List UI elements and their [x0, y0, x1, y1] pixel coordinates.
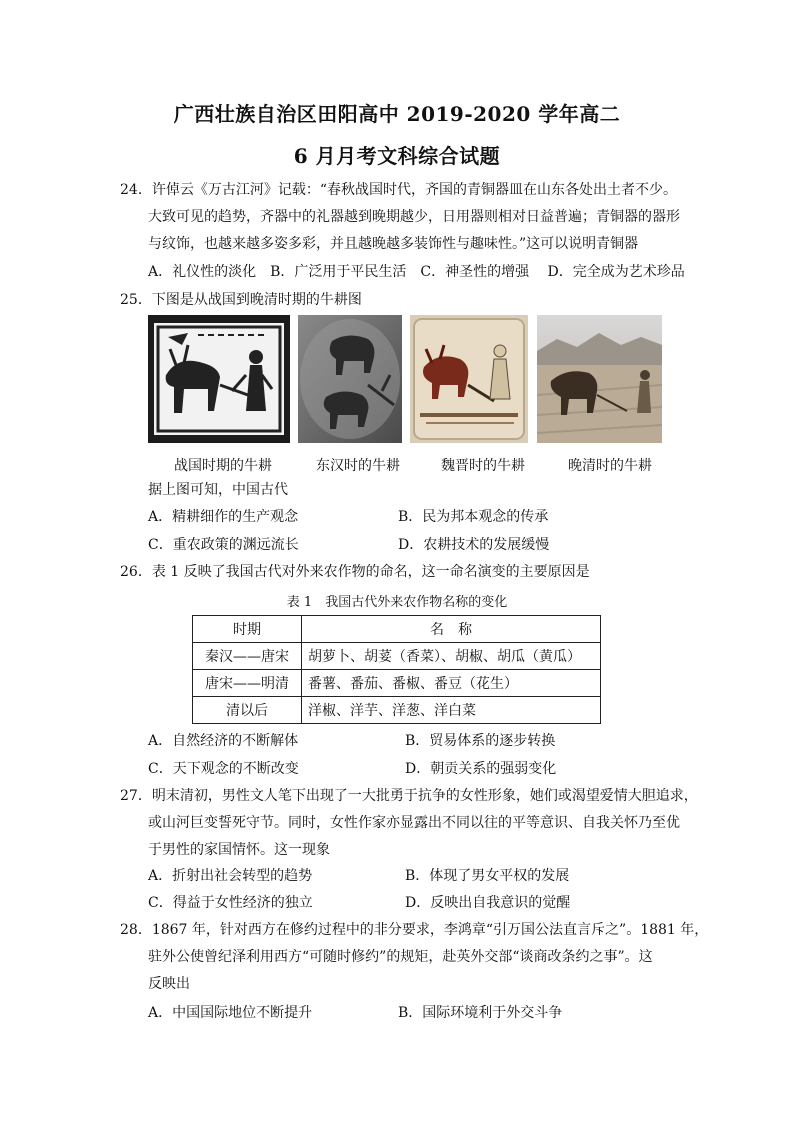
q26-option-d: D．朝贡关系的强弱变化 [405, 761, 557, 777]
warring-states-plowing-image [148, 315, 290, 443]
table-row [193, 670, 601, 697]
table-cell-period: 秦汉——唐宋 [193, 643, 302, 670]
q27-option-a: A．折射出社会转型的趋势 [148, 868, 313, 884]
q27-option-c: C．得益于女性经济的独立 [148, 895, 313, 911]
caption-eastern-han: 东汉时的牛耕 [316, 458, 400, 474]
q27-option-b: B．体现了男女平权的发展 [405, 868, 570, 884]
q26-option-c: C．天下观念的不断改变 [148, 761, 299, 777]
late-qing-plowing-image [537, 315, 662, 443]
q25-option-b: B．民为邦本观念的传承 [398, 509, 549, 525]
eastern-han-plowing-image [298, 315, 402, 443]
q27-option-d: D．反映出自我意识的觉醒 [405, 895, 571, 911]
table-header-name: 名 称 [302, 616, 601, 643]
q28-option-a: A．中国国际地位不断提升 [148, 1005, 313, 1021]
q26-option-a: A．自然经济的不断解体 [148, 733, 299, 749]
q24-stem-line1: 24．许倬云《万古江河》记载：“春秋战国时代，齐国的青铜器皿在山东各处出土者不少。 [120, 182, 677, 198]
q27-stem-line3: 于男性的家国情怀。这一现象 [148, 842, 330, 858]
caption-late-qing: 晚清时的牛耕 [568, 458, 652, 474]
table-cell-period: 唐宋——明清 [193, 670, 302, 697]
table-cell-names: 胡萝卜、胡荽（香菜）、胡椒、胡瓜（黄瓜） [302, 643, 601, 670]
q28-option-b: B．国际环境利于外交斗争 [398, 1005, 563, 1021]
exam-title-line1: 广西壮族自治区田阳高中 2019-2020 学年高二 [173, 102, 621, 126]
q25-option-d: D．农耕技术的发展缓慢 [398, 537, 550, 553]
crop-names-table [192, 615, 601, 724]
table-row [193, 697, 601, 724]
q24-stem-line3: 与纹饰，也越来越多姿多彩，并且越晚越多装饰性与趣味性。”这可以说明青铜器 [148, 236, 639, 252]
q25-stem: 25．下图是从战国到晚清时期的牛耕图 [120, 292, 362, 308]
q27-stem-line2: 或山河巨变誓死守节。同时，女性作家亦显露出不同以往的平等意识、自我关怀乃至优 [148, 815, 680, 831]
plowing-images [148, 315, 663, 443]
table-header-period: 时期 [193, 616, 302, 643]
q24-options: A．礼仪性的淡化 B．广泛用于平民生活 C．神圣性的增强 D．完全成为艺术珍品 [148, 264, 685, 280]
q25-option-a: A．精耕细作的生产观念 [148, 509, 299, 525]
table-cell-names: 番薯、番茄、番椒、番豆（花生） [302, 670, 601, 697]
table-cell-names: 洋椒、洋芋、洋葱、洋白菜 [302, 697, 601, 724]
q28-stem-line3: 反映出 [148, 976, 190, 992]
table-row [193, 643, 601, 670]
wei-jin-plowing-image [410, 315, 528, 443]
exam-title-line2: 6 月月考文科综合试题 [293, 144, 501, 168]
table-header-row [193, 616, 601, 643]
q28-stem-line2: 驻外公使曾纪泽利用西方“可随时修约”的规矩，赴英外交部“谈商改条约之事”。这 [148, 949, 653, 965]
q25-option-c: C．重农政策的渊远流长 [148, 537, 299, 553]
table-cell-period: 清以后 [193, 697, 302, 724]
q25-followup: 据上图可知，中国古代 [148, 482, 288, 498]
q26-option-b: B．贸易体系的逐步转换 [405, 733, 556, 749]
table-caption: 表 1 我国古代外来农作物名称的变化 [286, 595, 508, 610]
q26-stem: 26．表 1 反映了我国古代对外来农作物的命名，这一命名演变的主要原因是 [120, 564, 590, 580]
q27-stem-line1: 27．明末清初，男性文人笔下出现了一大批勇于抗争的女性形象，她们或渴望爱情大胆追求， [120, 788, 698, 804]
caption-wei-jin: 魏晋时的牛耕 [441, 458, 525, 474]
caption-warring-states: 战国时期的牛耕 [174, 458, 272, 474]
q28-stem-line1: 28．1867 年，针对西方在修约过程中的非分要求，李鸿章“引万国公法直言斥之”。1881 年， [120, 922, 709, 938]
q24-stem-line2: 大致可见的趋势，齐器中的礼器越到晚期越少，日用器则相对日益普遍；青铜器的器形 [148, 209, 680, 225]
